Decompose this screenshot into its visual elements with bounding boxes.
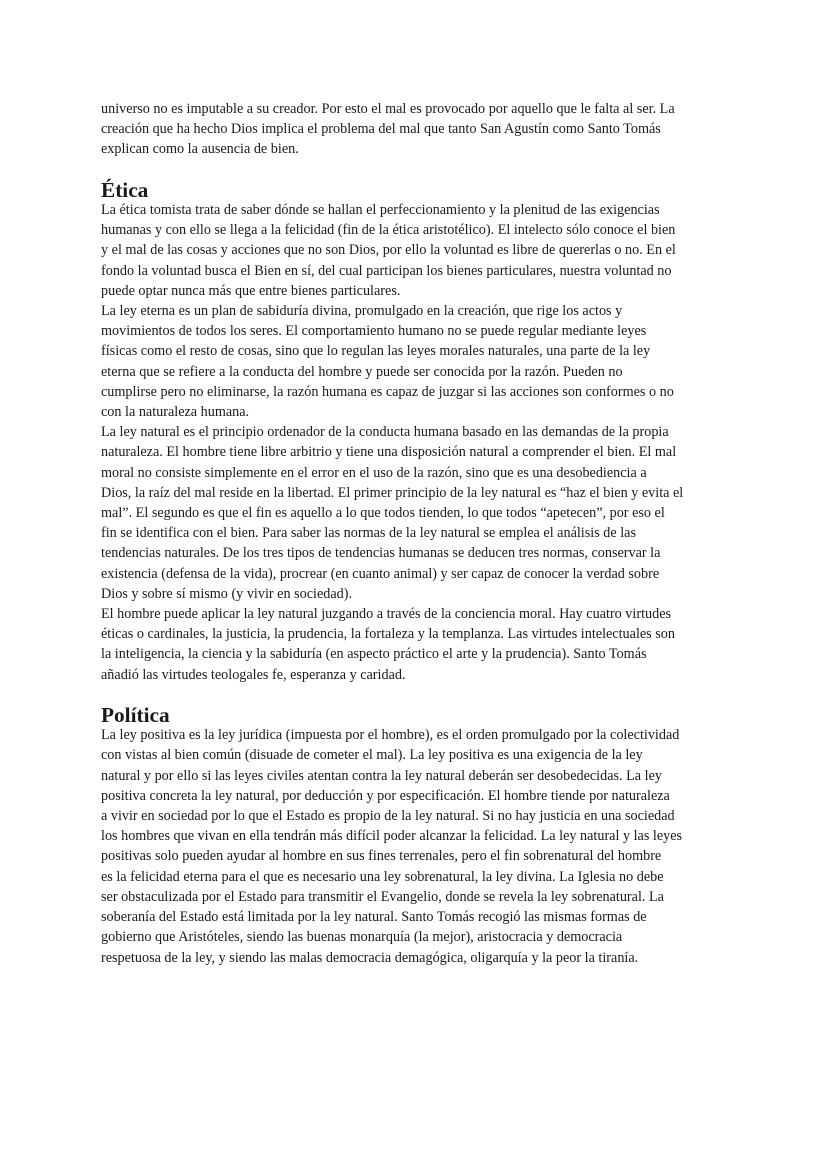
text-line: naturaleza. El hombre tiene libre arbitrio y tiene una disposición natural a comprender el bien. El mal: [101, 444, 677, 461]
text-line: universo no es imputable a su creador. Por esto el mal es provocado por aquello que le falta al ser. La: [101, 101, 675, 117]
document-page: [101, 99, 741, 968]
etica-paragraph-2: [101, 301, 741, 422]
text-line: natural y por ello si las leyes civiles atentan contra la ley natural deberán ser desobedecidas. La ley: [101, 767, 662, 784]
text-line: mal”. El segundo es que el fin es aquello a lo que todos tienden, lo que todos “apetecen”, por eso el: [101, 505, 665, 522]
text-line: físicas como el resto de cosas, sino que lo regulan las leyes morales naturales, una parte de la ley: [101, 343, 651, 360]
text-line: éticas o cardinales, la justicia, la prudencia, la fortaleza y la templanza. Las virtudes intelectuales son: [101, 626, 675, 643]
text-line: Dios, la raíz del mal reside en la libertad. El primer principio de la ley natural es “haz el bien y evita el: [101, 484, 684, 501]
text-line: humanas y con ello se llega a la felicidad (fin de la ética aristotélico). El intelecto sólo conoce el bien: [101, 222, 676, 239]
text-line: soberanía del Estado está limitada por la ley natural. Santo Tomás recogió las mismas formas de: [101, 909, 647, 926]
text-line: positiva concreta la ley natural, por deducción y por especificación. El hombre tiende por naturaleza: [101, 787, 670, 804]
text-line: con vistas al bien común (disuade de cometer el mal). La ley positiva es una exigencia de la ley: [101, 747, 643, 764]
text-line: La ley positiva es la ley jurídica (impuesta por el hombre), es el orden promulgado por la colectividad: [101, 727, 680, 744]
text-line: los hombres que vivan en ella tendrán más difícil poder alcanzar la felicidad. La ley natural y las leyes: [101, 828, 683, 845]
text-line: La ley natural es el principio ordenador de la conducta humana basado en las demandas de la propia: [101, 424, 669, 441]
text-line: puede optar nunca más que entre bienes particulares.: [101, 282, 401, 299]
text-line: y el mal de las cosas y acciones que no son Dios, por ello la voluntad es libre de quererlas o no. En el: [101, 242, 676, 259]
etica-paragraph-4: [101, 604, 741, 685]
etica-paragraph-3: [101, 422, 741, 604]
text-line: creación que ha hecho Dios implica el problema del mal que tanto San Agustín como Santo Tomás: [101, 121, 661, 138]
text-line: ser obstaculizada por el Estado para transmitir el Evangelio, donde se revela la ley sobrenatural. La: [101, 888, 664, 905]
text-line: es la felicidad eterna para el que es necesario una ley sobrenatural, la ley divina. La Iglesia no debe: [101, 868, 664, 885]
text-line: añadió las virtudes teologales fe, esperanza y caridad.: [101, 666, 406, 683]
intro-paragraph: [101, 99, 741, 160]
text-line: la inteligencia, la ciencia y la sabiduría (en aspecto práctico el arte y la prudencia). Santo Tomás: [101, 646, 647, 663]
text-line: fin se identifica con el bien. Para saber las normas de la ley natural se emplea el análisis de las: [101, 525, 636, 542]
blank-line: [101, 685, 741, 705]
etica-paragraph-1: [101, 200, 741, 301]
text-line: movimientos de todos los seres. El comportamiento humano no se puede regular mediante leyes: [101, 323, 647, 340]
text-line: gobierno que Aristóteles, siendo las buenas monarquía (la mejor), aristocracia y democracia: [101, 929, 623, 946]
text-line: a vivir en sociedad por lo que el Estado es propio de la ley natural. Si no hay justicia en una sociedad: [101, 808, 675, 825]
text-line: La ley eterna es un plan de sabiduría divina, promulgado en la creación, que rige los actos y: [101, 303, 623, 320]
text-line: fondo la voluntad busca el Bien en sí, del cual participan los bienes particulares, nuestra voluntad no: [101, 262, 672, 279]
blank-line: [101, 160, 741, 180]
text-line: tendencias naturales. De los tres tipos de tendencias humanas se deducen tres normas, conservar la: [101, 545, 661, 562]
politica-paragraph-1: [101, 725, 741, 967]
text-line: existencia (defensa de la vida), procrear (en cuanto animal) y ser capaz de conocer la verdad sobre: [101, 565, 660, 582]
text-line: explican como la ausencia de bien.: [101, 141, 299, 158]
text-line: con la naturaleza humana.: [101, 404, 250, 421]
text-line: Dios y sobre sí mismo (y vivir en sociedad).: [101, 585, 353, 602]
text-line: respetuosa de la ley, y siendo las malas democracia demagógica, oligarquía y la peor la tiranía.: [101, 949, 639, 966]
text-line: cumplirse pero no eliminarse, la razón humana es capaz de juzgar si las acciones son conformes o no: [101, 383, 674, 400]
text-line: positivas solo pueden ayudar al hombre en sus fines terrenales, pero el fin sobrenatural del hombre: [101, 848, 662, 865]
text-line: El hombre puede aplicar la ley natural juzgando a través de la conciencia moral. Hay cuatro virtudes: [101, 606, 672, 623]
text-line: La ética tomista trata de saber dónde se hallan el perfeccionamiento y la plenitud de las exigencias: [101, 202, 660, 218]
text-line: eterna que se refiere a la conducta del hombre y puede ser conocida por la razón. Pueden no: [101, 363, 623, 380]
text-line: moral no consiste simplemente en el error en el uso de la razón, sino que es una desobediencia a: [101, 464, 647, 481]
section-heading-etica: Ética: [101, 177, 149, 202]
section-heading-politica: Política: [101, 703, 170, 728]
